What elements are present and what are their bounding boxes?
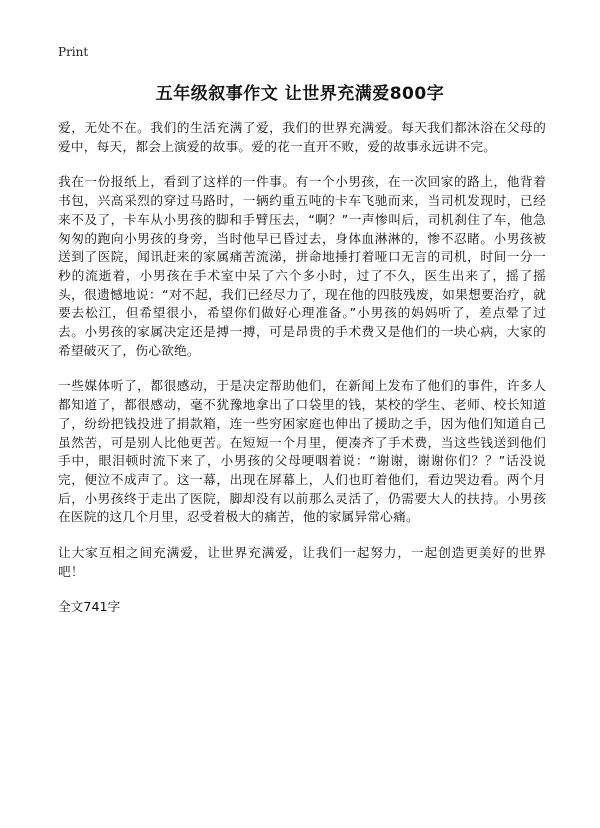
- word-count: 全文741字: [58, 599, 121, 615]
- paragraph-donation: 一些媒体听了，都很感动，于是决定帮助他们，在新闻上发布了他们的事件，许多人都知道了，都很感动，毫不犹豫地拿出了口袋里的钱，某校的学生、老师、校长知道了，纷纷把钱投进了捐款箱，连一些穷困家庭也伸出了援助之手，因为他们知道自己虽然苦，可是别人比他更苦。在短短一个月里，便凑齐了手术费，当这些钱送到他们手中，眼泪顿时流下来了，小男孩的父母哽咽着说：“谢谢，谢谢你们？？”话没说完，便泣不成声了。这一幕，出现在屏幕上，人们也盯着他们，看边哭边看。两个月后，小男孩终于走出了医院，脚却没有以前那么灵活了，仍需要大人的扶持。小男孩在医院的这几个月里，忍受着极大的痛苦，他的家属异常心痛。: [58, 378, 546, 525]
- print-link[interactable]: Print: [58, 45, 89, 59]
- article-body: [58, 119, 546, 617]
- paragraph-intro: 爱，无处不在。我们的生活充满了爱，我们的世界充满爱。每天我们都沐浴在父母的爱中，每天，都会上演爱的故事。爱的花一直开不败，爱的故事永远讲不完。: [58, 120, 546, 154]
- article-title: 五年级叙事作文 让世界充满爱800字: [155, 84, 445, 104]
- paragraph-conclusion: 让大家互相之间充满爱，让世界充满爱，让我们一起努力，一起创造更美好的世界吧！: [58, 545, 546, 579]
- paragraph-story: 我在一份报纸上，看到了这样的一件事。有一个小男孩，在一次回家的路上，他背着书包，兴高采烈的穿过马路时，一辆约重五吨的卡车飞驰而来，当司机发现时，已经来不及了，卡车从小男孩的脚和手臂压去，“啊？”一声惨叫后，司机刹住了车，他急匆匆的跑向小男孩的身旁，当时他早已昏过去，身体血淋淋的，惨不忍睹。小男孩被送到了医院，闻讯赶来的家属痛苦流涕，拼命地捶打着哑口无言的司机，时间一分一秒的流逝着，小男孩在手术室中呆了六个多小时，过了不久，医生出来了，摇了摇头，很遗憾地说：“对不起，我们已经尽力了，现在他的四肢残废，如果想要治疗，就要去松江，但希望很小，希望你们做好心理准备。”小男孩的妈妈听了，差点晕了过去。小男孩的家属决定还是搏一搏，可是昂贵的手术费又是他们的一块心病，大家的希望破灭了，伤心欲绝。: [58, 174, 546, 358]
